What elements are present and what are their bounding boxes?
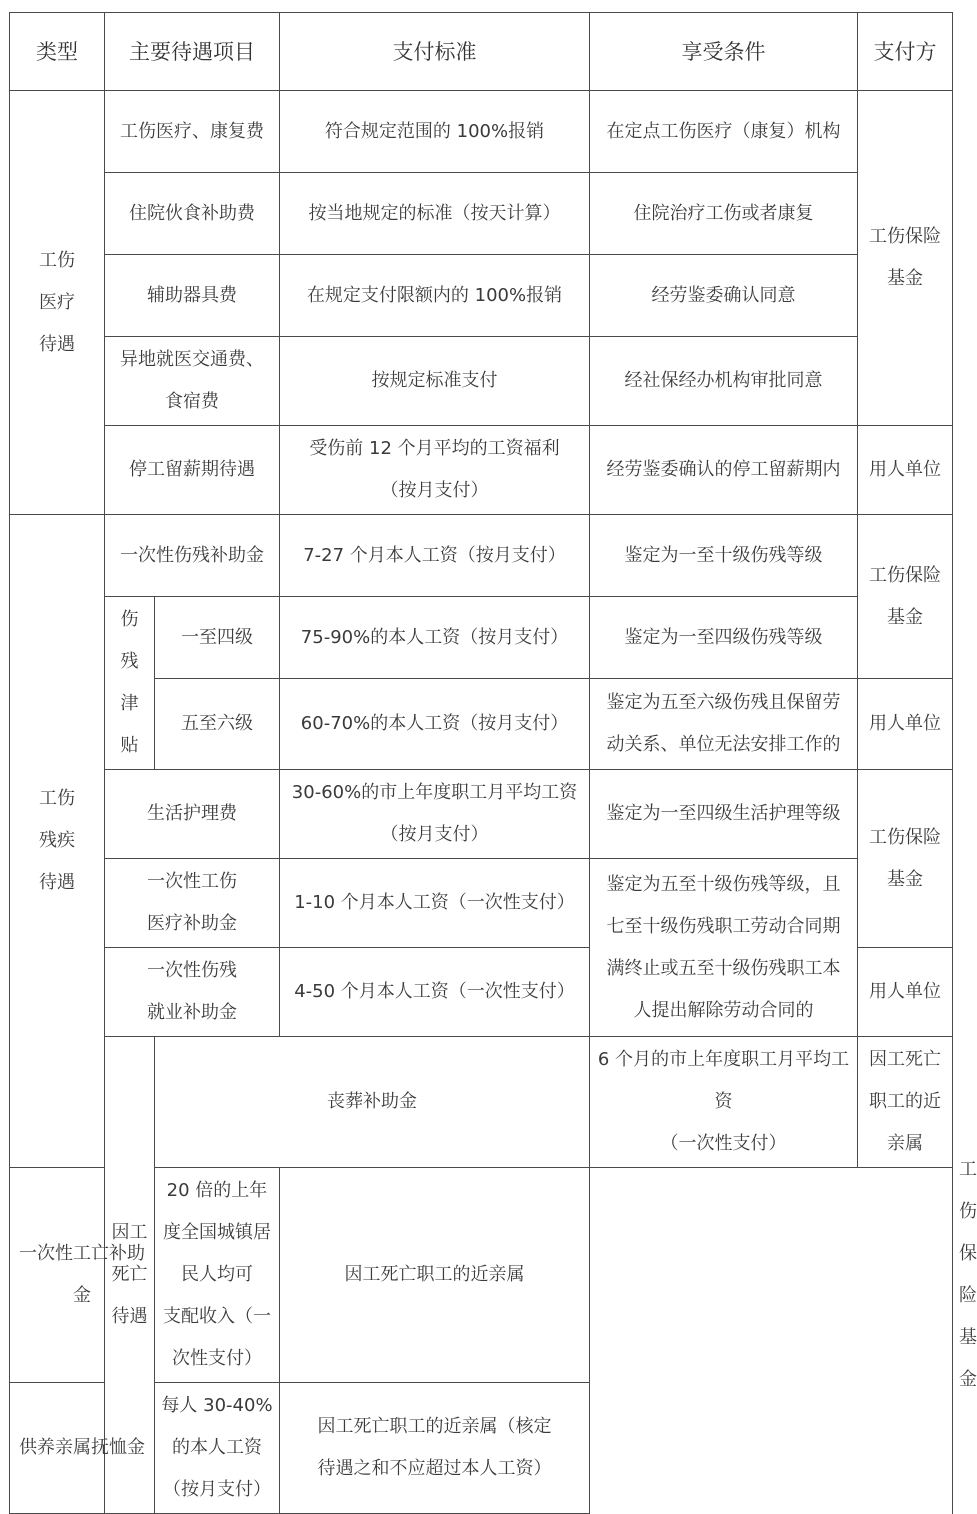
standard-cell: 按当地规定的标准（按天计算） [280, 173, 590, 255]
condition-cell: 因工死亡职工的近亲属（核定 待遇之和不应超过本人工资） [280, 1383, 590, 1514]
table-row [10, 770, 953, 859]
header-condition: 享受条件 [590, 13, 858, 91]
category-disability: 工伤 残疾 待遇 [10, 515, 105, 1168]
condition-cell: 经社保经办机构审批同意 [590, 337, 858, 426]
table-row [10, 426, 953, 515]
table-row [10, 1383, 953, 1514]
item-cell: 住院伙食补助费 [105, 173, 280, 255]
standard-cell: 按规定标准支付 [280, 337, 590, 426]
table-row [10, 1168, 953, 1383]
item-cell: 一至四级 [155, 597, 280, 679]
work-injury-benefits-table [9, 12, 977, 1514]
item-cell: 停工留薪期待遇 [105, 426, 280, 515]
condition-cell: 经劳鉴委确认的停工留薪期内 [590, 426, 858, 515]
item-cell: 一次性伤残 就业补助金 [105, 948, 280, 1037]
condition-cell: 鉴定为五至六级伤残且保留劳 动关系、单位无法安排工作的 [590, 679, 858, 770]
disability-subsidy-group: 伤 残 津 贴 [105, 597, 155, 770]
standard-cell: 30-60%的市上年度职工月平均工资 （按月支付） [280, 770, 590, 859]
item-cell: 供养亲属抚恤金 [10, 1383, 155, 1514]
table-row: 因工死亡 待遇 丧葬补助金 6 个月的市上年度职工月平均工资 （一次性支付） 因工死亡职工的近亲属 工伤保险 基金 [10, 1037, 953, 1168]
header-type: 类型 [10, 13, 105, 91]
item-cell: 丧葬补助金 [155, 1037, 590, 1168]
table-row [10, 337, 953, 426]
category-medical: 工伤 医疗 待遇 [10, 91, 105, 515]
payer-cell: 用人单位 [858, 948, 953, 1037]
standard-cell: 在规定支付限额内的 100%报销 [280, 255, 590, 337]
condition-cell: 经劳鉴委确认同意 [590, 255, 858, 337]
standard-cell: 6 个月的市上年度职工月平均工资 （一次性支付） [590, 1037, 858, 1168]
payer-cell: 用人单位 [858, 679, 953, 770]
payer-cell: 工伤保险 基金 [858, 770, 953, 948]
category-death: 因工死亡 待遇 [105, 1037, 155, 1514]
item-cell: 辅助器具费 [105, 255, 280, 337]
standard-cell: 1-10 个月本人工资（一次性支付） [280, 859, 590, 948]
item-cell: 异地就医交通费、 食宿费 [105, 337, 280, 426]
condition-cell: 鉴定为一至十级伤残等级 [590, 515, 858, 597]
condition-cell: 住院治疗工伤或者康复 [590, 173, 858, 255]
condition-cell: 因工死亡职工的近亲属 [280, 1168, 590, 1383]
standard-cell: 60-70%的本人工资（按月支付） [280, 679, 590, 770]
table-row [10, 597, 953, 679]
standard-cell: 4-50 个月本人工资（一次性支付） [280, 948, 590, 1037]
header-row [10, 13, 953, 91]
payer-cell: 用人单位 [858, 426, 953, 515]
condition-cell: 因工死亡职工的近亲属 [858, 1037, 953, 1168]
condition-cell: 鉴定为一至四级伤残等级 [590, 597, 858, 679]
standard-cell: 每人 30-40%的本人工资（按月支付） [155, 1383, 280, 1514]
standard-cell: 20 倍的上年度全国城镇居民人均可 支配收入（一次性支付） [155, 1168, 280, 1383]
condition-cell: 鉴定为五至十级伤残等级，且 七至十级伤残职工劳动合同期 满终止或五至十级伤残职工本 人提出解除劳动合同的 [590, 859, 858, 1037]
condition-cell: 鉴定为一至四级生活护理等级 [590, 770, 858, 859]
condition-cell: 在定点工伤医疗（康复）机构 [590, 91, 858, 173]
item-cell: 一次性工亡补助金 [10, 1168, 155, 1383]
header-item: 主要待遇项目 [105, 13, 280, 91]
table-row [10, 255, 953, 337]
table-row [10, 859, 953, 948]
item-cell: 五至六级 [155, 679, 280, 770]
payer-cell: 工伤保险 基金 [858, 515, 953, 679]
header-standard: 支付标准 [280, 13, 590, 91]
table-row [10, 515, 953, 597]
standard-cell: 7-27 个月本人工资（按月支付） [280, 515, 590, 597]
header-payer: 支付方 [858, 13, 953, 91]
item-cell: 工伤医疗、康复费 [105, 91, 280, 173]
item-cell: 一次性工伤 医疗补助金 [105, 859, 280, 948]
standard-cell: 符合规定范围的 100%报销 [280, 91, 590, 173]
table-row [10, 91, 953, 173]
payer-cell: 工伤保险 基金 [858, 91, 953, 426]
table-row [10, 173, 953, 255]
standard-cell: 75-90%的本人工资（按月支付） [280, 597, 590, 679]
standard-cell: 受伤前 12 个月平均的工资福利 （按月支付） [280, 426, 590, 515]
item-cell: 一次性伤残补助金 [105, 515, 280, 597]
item-cell: 生活护理费 [105, 770, 280, 859]
